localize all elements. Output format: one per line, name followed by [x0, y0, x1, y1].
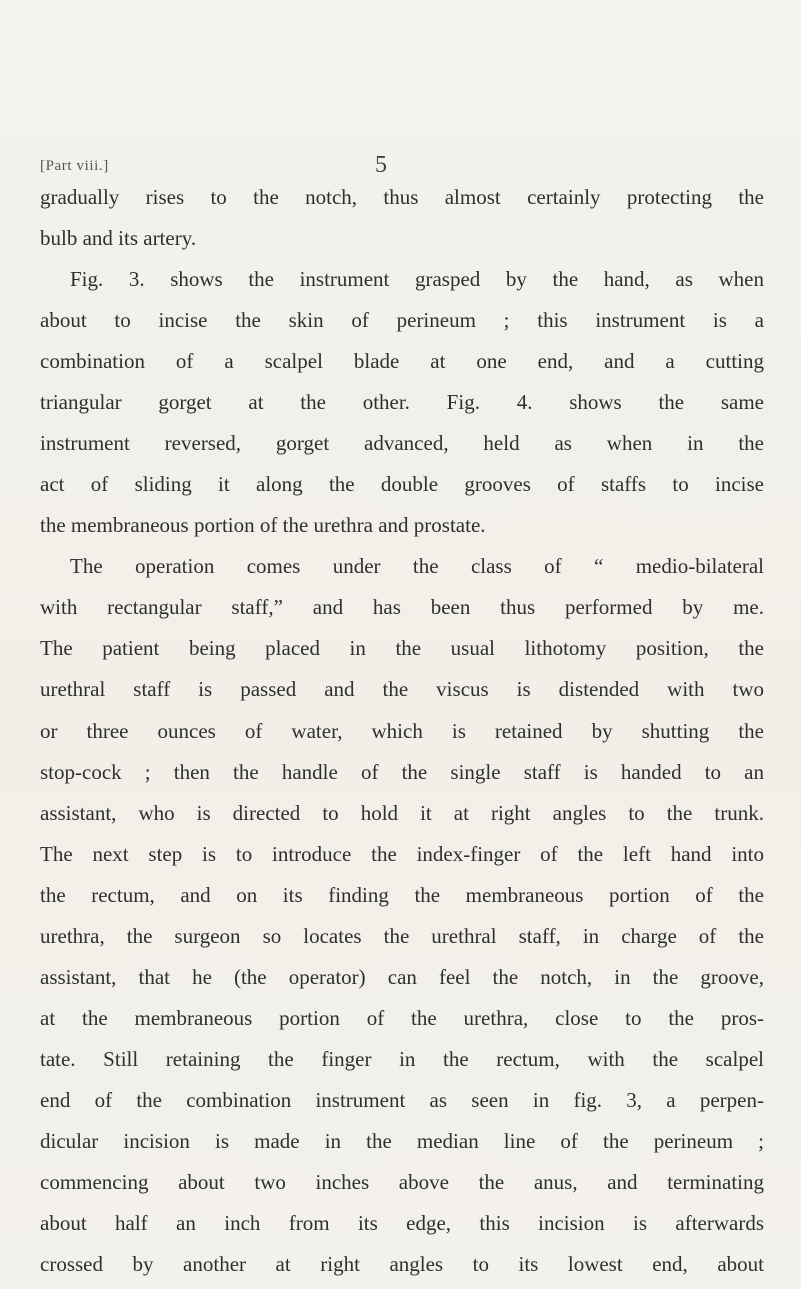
- running-head: [Part viii.]: [40, 158, 109, 174]
- text-line: commencing about two inches above the anus, and terminating: [40, 1169, 764, 1194]
- text-line: Fig. 3. shows the instrument grasped by the hand, as when: [70, 267, 764, 292]
- text-line: triangular gorget at the other. Fig. 4. shows the same: [40, 390, 764, 415]
- text-line: with rectangular staff,” and has been thus performed by me.: [40, 595, 764, 620]
- text-line: The next step is to introduce the index-finger of the left hand into: [40, 841, 764, 866]
- text-line: instrument reversed, gorget advanced, held as when in the: [40, 431, 764, 456]
- text-line: assistant, who is directed to hold it at right angles to the trunk.: [40, 800, 764, 825]
- text-line: at the membraneous portion of the urethra, close to the pros-: [40, 1005, 764, 1030]
- text-line: crossed by another at right angles to its lowest end, about: [40, 1252, 764, 1276]
- text-line: the membraneous portion of the urethra and prostate.: [40, 513, 486, 538]
- text-line: dicular incision is made in the median line of the perineum ;: [40, 1128, 764, 1153]
- text-line: The patient being placed in the usual lithotomy position, the: [40, 636, 764, 661]
- text-line: stop-cock ; then the handle of the single staff is handed to an: [40, 759, 764, 784]
- text-line: combination of a scalpel blade at one end, and a cutting: [40, 349, 764, 374]
- text-line: urethral staff is passed and the viscus is distended with two: [40, 677, 764, 702]
- page-number: 5: [375, 152, 387, 178]
- text-line: assistant, that he (the operator) can feel the notch, in the groove,: [40, 964, 764, 989]
- text-line: about half an inch from its edge, this incision is afterwards: [40, 1210, 764, 1235]
- text-line: about to incise the skin of perineum ; this instrument is a: [40, 308, 764, 333]
- text-line: the rectum, and on its finding the membraneous portion of the: [40, 882, 764, 907]
- text-line: The operation comes under the class of “ medio-bilateral: [70, 554, 764, 579]
- text-line: tate. Still retaining the finger in the rectum, with the scalpel: [40, 1046, 764, 1071]
- text-line: or three ounces of water, which is retained by shutting the: [40, 718, 764, 743]
- text-line: act of sliding it along the double grooves of staffs to incise: [40, 472, 764, 497]
- text-line: bulb and its artery.: [40, 226, 197, 251]
- text-line: urethra, the surgeon so locates the urethral staff, in charge of the: [40, 923, 764, 948]
- text-line: end of the combination instrument as seen in fig. 3, a perpen-: [40, 1087, 764, 1112]
- text-line: gradually rises to the notch, thus almost certainly protecting the: [40, 185, 764, 209]
